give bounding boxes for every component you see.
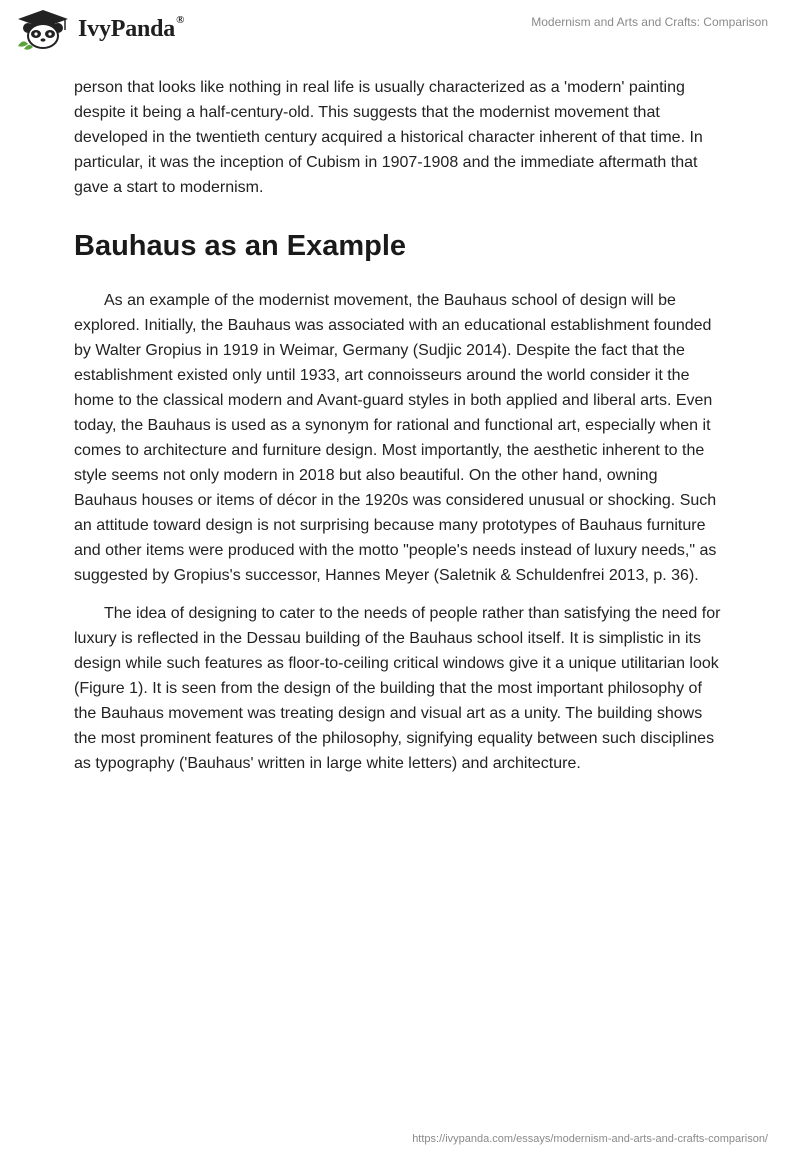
essay-content bbox=[74, 75, 724, 776]
brand-logo[interactable] bbox=[14, 8, 184, 50]
registered-mark: ® bbox=[176, 13, 185, 26]
document-title: Modernism and Arts and Crafts: Comparison bbox=[531, 15, 768, 29]
body-paragraph: As an example of the modernist movement, the Bauhaus school of design will be explored. Initially, the Bauhaus was associated with an educational establishment founded by Walter Gropius in 1919 in Weimar, Germany (Sudjic 2014). Despite the fact that the establishment existed only until 1933, art connoisseurs around the world consider it the home to the classical modern and Avant-guard styles in both applied and liberal arts. Even today, the Bauhaus is used as a synonym for rational and functional art, especially when it comes to architecture and furniture design. Most importantly, the aesthetic inherent to the style seems not only modern in 2018 but also beautiful. On the other hand, owning Bauhaus houses or items of décor in the 1920s was considered unusual or shocking. Such an attitude toward design is not surprising because many prototypes of Bauhaus furniture and other items were produced with the motto "people's needs instead of luxury needs," as suggested by Gropius's successor, Hannes Meyer (Saletnik & Schuldenfrei 2013, p. 36). bbox=[74, 292, 717, 584]
source-url[interactable]: https://ivypanda.com/essays/modernism-and-arts-and-crafts-comparison/ bbox=[412, 1133, 768, 1145]
brand-name: IvyPanda® bbox=[78, 13, 185, 42]
page-header bbox=[0, 0, 800, 70]
section-heading: Bauhaus as an Example bbox=[74, 230, 407, 262]
panda-graduate-icon bbox=[14, 8, 72, 50]
intro-paragraph: person that looks like nothing in real life is usually characterized as a 'modern' painting despite it being a half-century-old. This suggests that the modernist movement that developed in the twentieth century acquired a historical character inherent of that time. In particular, it was the inception of Cubism in 1907-1908 and the immediate aftermath that gave a start to modernism. bbox=[74, 79, 703, 196]
body-paragraph: The idea of designing to cater to the needs of people rather than satisfying the need for luxury is reflected in the Dessau building of the Bauhaus school itself. It is simplistic in its design while such features as floor-to-ceiling critical windows give it a unique utilitarian look (Figure 1). It is seen from the design of the building that the most important philosophy of the Bauhaus movement was treating design and visual art as a unity. The building shows the most prominent features of the philosophy, signifying equality between such disciplines as typography ('Bauhaus' written in large white letters) and architecture. bbox=[74, 605, 721, 772]
